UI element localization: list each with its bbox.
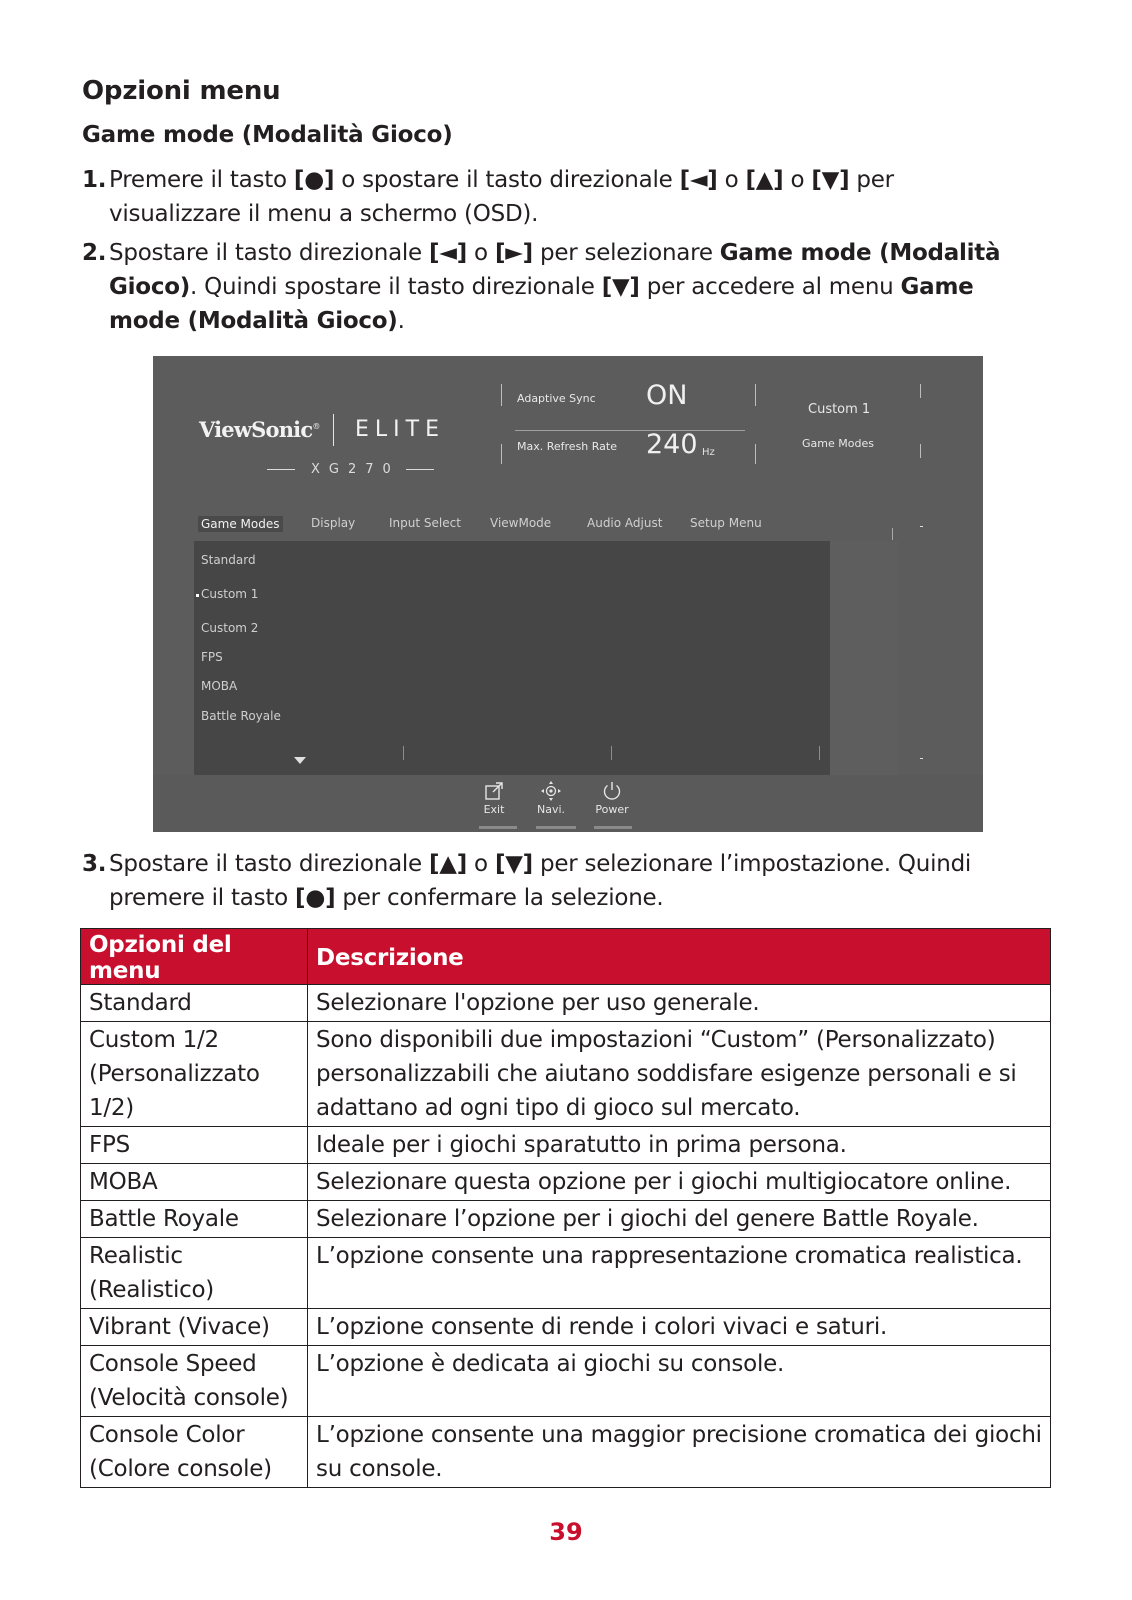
step-text: per confermare la selezione. [335, 885, 664, 911]
section-title: Game mode (Modalità Gioco) [82, 122, 453, 148]
tab-audio-adjust[interactable]: Audio Adjust [587, 516, 663, 530]
exit-label: Exit [483, 803, 505, 816]
list-item[interactable]: Standard [201, 553, 256, 567]
current-game-mode-label: Game Modes [802, 437, 874, 450]
description-cell: L’opzione consente di rende i colori vivaci e saturi. [308, 1309, 1051, 1346]
exit-button[interactable] [474, 780, 514, 816]
table-row [81, 1164, 1051, 1201]
key-up: [▲] [429, 851, 467, 877]
step-text: o [466, 240, 495, 266]
page-number: 39 [549, 1518, 583, 1546]
adaptive-sync-label: Adaptive Sync [517, 392, 596, 405]
step-text: premere il tasto [109, 885, 296, 911]
divider [819, 746, 820, 760]
menu-name: mode (Modalità Gioco) [109, 308, 398, 334]
divider [920, 444, 921, 458]
table-row [81, 1127, 1051, 1164]
step-text: . Quindi spostare il tasto direzionale [190, 274, 602, 300]
navi-label: Navi. [536, 803, 566, 816]
key-down: [▼] [601, 274, 640, 300]
description-cell: Selezionare l’opzione per i giochi del genere Battle Royale. [308, 1201, 1051, 1238]
registered-mark: ® [312, 422, 320, 431]
key-up: [▲] [745, 167, 784, 193]
tab-display[interactable]: Display [311, 516, 356, 530]
power-icon [601, 780, 623, 802]
viewsonic-logo: ViewSonic® [199, 417, 320, 442]
navi-indicator [536, 826, 576, 829]
table-row [81, 1238, 1051, 1309]
divider [892, 528, 893, 540]
divider [501, 384, 502, 406]
refresh-rate-unit: Hz [702, 447, 715, 458]
key-left: [◄] [429, 240, 467, 266]
step-text: per accedere al menu [639, 274, 901, 300]
step-text: per selezionare l’impostazione. Quindi [532, 851, 972, 877]
option-cell: FPS [81, 1127, 308, 1164]
exit-icon [483, 780, 505, 802]
scroll-down-icon[interactable] [294, 757, 306, 764]
power-indicator [594, 826, 632, 829]
description-cell: Selezionare l'opzione per uso generale. [308, 985, 1051, 1022]
list-item[interactable]: Battle Royale [201, 709, 281, 723]
option-cell: Battle Royale [81, 1201, 308, 1238]
option-cell: Console Speed (Velocità console) [81, 1346, 308, 1417]
step-text: o [783, 167, 812, 193]
step-1 [82, 163, 1042, 231]
step-text: Premere il tasto [109, 167, 294, 193]
current-game-mode: Custom 1 [808, 402, 871, 417]
option-cell: Custom 1/2 (Personalizzato 1/2) [81, 1022, 308, 1127]
refresh-rate-value: 240 [646, 429, 698, 460]
step-text: per selezionare [532, 240, 720, 266]
navi-button[interactable] [531, 780, 571, 816]
description-cell: Selezionare questa opzione per i giochi multigiocatore online. [308, 1164, 1051, 1201]
table-header-row [81, 929, 1051, 985]
step-text: o spostare il tasto direzionale [334, 167, 680, 193]
joystick-icon [539, 780, 563, 802]
step-text: . [397, 308, 405, 334]
table-row [81, 1417, 1051, 1488]
tick [920, 526, 923, 527]
page-title: Opzioni menu [82, 76, 281, 106]
key-ok: [●] [295, 885, 336, 911]
key-down: [▼] [494, 851, 533, 877]
menu-name: Gioco) [109, 274, 191, 300]
power-label: Power [595, 803, 629, 816]
menu-options-table [80, 928, 1051, 1488]
step-2 [82, 236, 1042, 338]
column-header-description: Descrizione [308, 929, 1051, 985]
step-text: Spostare il tasto direzionale [109, 851, 430, 877]
list-item-selected[interactable]: Custom 1 [201, 587, 259, 601]
refresh-rate-label: Max. Refresh Rate [517, 440, 617, 453]
step-number: 3. [82, 851, 107, 877]
table-row [81, 985, 1051, 1022]
step-text: Spostare il tasto direzionale [109, 240, 430, 266]
exit-indicator [479, 826, 517, 829]
key-left: [◄] [679, 167, 718, 193]
description-cell: L’opzione consente una rappresentazione cromatica realistica. [308, 1238, 1051, 1309]
osd-tabs [153, 516, 983, 536]
side-panel [830, 541, 898, 775]
step-text: o [466, 851, 495, 877]
divider [755, 384, 756, 406]
table-row [81, 1309, 1051, 1346]
option-cell: MOBA [81, 1164, 308, 1201]
list-item[interactable]: MOBA [201, 679, 238, 693]
step-text: visualizzare il menu a schermo (OSD). [109, 201, 539, 227]
list-item[interactable]: Custom 2 [201, 621, 259, 635]
step-text: o [717, 167, 746, 193]
divider [501, 444, 502, 464]
model-name: XG270 [311, 462, 400, 477]
description-cell: L’opzione consente una maggior precisione cromatica dei giochi su console. [308, 1417, 1051, 1488]
table-row [81, 1201, 1051, 1238]
column-header-option: Opzioni del menu [81, 929, 308, 985]
tab-viewmode[interactable]: ViewMode [490, 516, 552, 530]
game-modes-panel [194, 541, 830, 775]
step-3 [82, 847, 1042, 915]
tab-game-modes[interactable]: Game Modes [198, 516, 283, 532]
key-down: [▼] [811, 167, 850, 193]
list-item[interactable]: FPS [201, 650, 223, 664]
menu-name: Game mode (Modalità [719, 240, 1001, 266]
adaptive-sync-value: ON [646, 380, 688, 411]
divider [515, 430, 745, 431]
divider [403, 746, 404, 760]
description-cell: L’opzione è dedicata ai giochi su console. [308, 1346, 1051, 1417]
description-cell: Ideale per i giochi sparatutto in prima persona. [308, 1127, 1051, 1164]
option-cell: Realistic (Realistico) [81, 1238, 308, 1309]
tab-setup-menu[interactable]: Setup Menu [690, 516, 762, 530]
logo-divider [333, 414, 334, 446]
option-cell: Standard [81, 985, 308, 1022]
model-label [251, 462, 450, 477]
option-cell: Vibrant (Vivace) [81, 1309, 308, 1346]
table-row [81, 1022, 1051, 1127]
description-cell: Sono disponibili due impostazioni “Custom” (Personalizzato) personalizzabili che aiutano soddisfare esigenze personali e si adattano ad ogni tipo di gioco sul mercato. [308, 1022, 1051, 1127]
step-number: 1. [82, 167, 107, 193]
key-ok: [●] [293, 167, 335, 193]
menu-name: Game [900, 274, 974, 300]
step-text: per [849, 167, 894, 193]
elite-logo: ELITE [355, 417, 445, 442]
key-right: [►] [494, 240, 533, 266]
table-row [81, 1346, 1051, 1417]
divider [920, 384, 921, 398]
divider [611, 746, 612, 760]
power-button[interactable] [592, 780, 632, 816]
tab-input-select[interactable]: Input Select [389, 516, 461, 530]
divider [755, 444, 756, 464]
step-number: 2. [82, 240, 107, 266]
tick [920, 758, 923, 759]
osd-screenshot [153, 356, 983, 832]
option-cell: Console Color (Colore console) [81, 1417, 308, 1488]
